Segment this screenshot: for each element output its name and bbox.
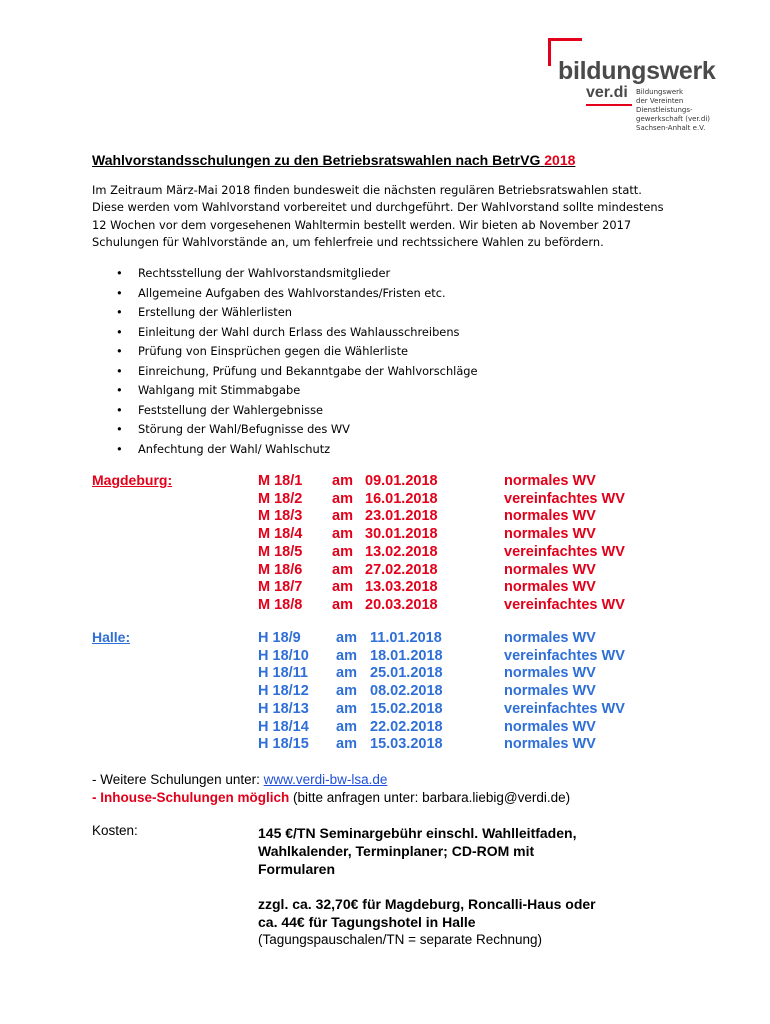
schedule-row: [0, 665, 770, 683]
bullet-icon: •: [116, 422, 123, 436]
logo-wordmark: bildungswerk: [558, 57, 716, 85]
schedule-am: am: [336, 700, 357, 717]
schedule-am: am: [332, 561, 353, 578]
schedule-type: normales WV: [504, 508, 596, 525]
schedule-date: 13.03.2018: [365, 579, 438, 596]
schedule-row: [0, 508, 770, 526]
schedule-type: normales WV: [504, 473, 596, 489]
schedule-type: vereinfachtes WV: [504, 490, 625, 507]
schedule-am: am: [336, 665, 357, 682]
schedule-type: vereinfachtes WV: [504, 596, 625, 613]
schedule-type: vereinfachtes WV: [504, 700, 625, 717]
halle-label: Halle:: [92, 629, 131, 645]
bildungswerk-logo: [548, 38, 718, 138]
schedule-code: H 18/11: [258, 665, 308, 682]
schedule-type: normales WV: [504, 630, 596, 646]
schedule-am: am: [336, 683, 357, 700]
topic-item: [118, 342, 478, 362]
logo-frame-horizontal: [548, 38, 582, 41]
schedule-date: 13.02.2018: [365, 543, 438, 560]
logo-frame-vertical: [548, 38, 551, 66]
costs-line: 145 €/TN Seminargebühr einschl. Wahlleitfaden,: [258, 825, 577, 841]
schedule-am: am: [332, 596, 353, 613]
bullet-icon: •: [116, 383, 123, 397]
schedule-row: [0, 719, 770, 737]
schedule-type: vereinfachtes WV: [504, 647, 625, 664]
further-trainings: [92, 771, 387, 789]
schedule-date: 09.01.2018: [365, 473, 438, 489]
bullet-icon: •: [116, 344, 123, 358]
costs-extra-line: ca. 44€ für Tagungshotel in Halle: [258, 914, 476, 930]
schedule-code: H 18/12: [258, 683, 309, 700]
schedule-code: M 18/8: [258, 596, 303, 613]
topic-text: Anfechtung der Wahl/ Wahlschutz: [138, 441, 331, 456]
bullet-icon: •: [116, 324, 123, 339]
schedule-code: M 18/1: [258, 473, 303, 489]
schedule-type: normales WV: [504, 665, 596, 682]
schedule-date: 20.03.2018: [365, 596, 438, 613]
schedule-date: 22.02.2018: [370, 718, 443, 735]
schedule-type: normales WV: [504, 561, 596, 578]
title-year: 2018: [544, 152, 576, 168]
costs-main: [258, 824, 678, 878]
further-text: - Weitere Schulungen unter:: [92, 772, 264, 787]
schedule-row: [0, 683, 770, 701]
schedule-type: normales WV: [504, 718, 596, 735]
topic-item: [118, 401, 478, 421]
schedule-code: H 18/15: [258, 736, 309, 753]
schedule-row: [0, 579, 770, 597]
costs-label: Kosten:: [92, 823, 138, 838]
costs-note: (Tagungspauschalen/TN = separate Rechnung): [258, 932, 543, 947]
bullet-icon: •: [116, 285, 123, 300]
bullet-icon: •: [116, 266, 123, 280]
schedule-date: 08.02.2018: [370, 683, 443, 700]
schedule-am: am: [336, 736, 357, 753]
topic-text: Wahlgang mit Stimmabgabe: [138, 383, 301, 397]
schedule-row: [0, 526, 770, 544]
schedule-date: 15.02.2018: [370, 700, 443, 717]
logo-underline: [586, 104, 632, 106]
schedule-date: 30.01.2018: [365, 526, 438, 543]
inhouse-contact: (bitte anfragen unter: barbara.liebig@verdi.de): [289, 790, 571, 805]
costs-line: Formularen: [258, 861, 336, 877]
schedule-type: normales WV: [504, 736, 596, 753]
intro-line: Im Zeitraum März-Mai 2018 finden bundesweit die nächsten regulären Betriebsratswahlen statt.: [92, 183, 642, 197]
intro-line: 12 Wochen vor dem vorgesehenen Wahltermin bestellt werden. Wir bieten ab November 2017: [92, 217, 632, 232]
schedule-code: M 18/2: [258, 490, 303, 507]
schedule-row: [0, 736, 770, 754]
topic-text: Erstellung der Wählerlisten: [138, 305, 292, 319]
schedule-code: H 18/13: [258, 700, 309, 717]
schedule-row: [0, 597, 770, 615]
schedule-code: M 18/5: [258, 543, 303, 560]
schedule-am: am: [336, 630, 357, 646]
schedule-am: am: [332, 490, 353, 507]
schedule-code: H 18/9: [258, 630, 301, 646]
intro-line: Diese werden vom Wahlvorstand vorbereitet und durchgeführt. Der Wahlvorstand sollte mindestens: [92, 200, 664, 215]
schedule-date: 18.01.2018: [370, 647, 443, 664]
schedule-row: [0, 648, 770, 666]
bullet-icon: •: [116, 441, 123, 456]
topic-text: Einleitung der Wahl durch Erlass des Wahlausschreibens: [138, 324, 460, 339]
topic-list: [118, 264, 478, 459]
schedule-am: am: [332, 508, 353, 525]
schedule-code: H 18/14: [258, 718, 309, 735]
page-title: [92, 152, 575, 168]
topic-text: Feststellung der Wahlergebnisse: [138, 402, 324, 417]
topic-item: [118, 264, 478, 284]
schedule-date: 16.01.2018: [365, 490, 438, 507]
costs-extra-line: zzgl. ca. 32,70€ für Magdeburg, Roncalli-Haus oder: [258, 896, 596, 912]
schedule-row: [0, 630, 770, 648]
schedule-code: M 18/6: [258, 561, 303, 578]
schedule-row: [0, 473, 770, 491]
topic-text: Einreichung, Prüfung und Bekanntgabe der Wahlvorschläge: [138, 363, 478, 378]
schedule-type: vereinfachtes WV: [504, 543, 625, 560]
inhouse-note: [92, 789, 570, 807]
schedule-type: normales WV: [504, 526, 596, 543]
topic-item: [118, 323, 478, 343]
schedule-row: [0, 562, 770, 580]
topic-item: [118, 303, 478, 323]
intro-paragraph: [92, 182, 692, 251]
topic-text: Störung der Wahl/Befugnisse des WV: [138, 422, 350, 436]
topic-item: [118, 362, 478, 382]
schedule-am: am: [332, 579, 353, 596]
inhouse-bold: - Inhouse-Schulungen möglich: [92, 790, 290, 805]
logo-organisation: Bildungswerk der Vereinten Dienstleistungs- gewerkschaft (ver.di) Sachsen-Anhalt e.V.: [636, 88, 711, 132]
schedule-type: normales WV: [504, 579, 596, 596]
schedule-row: [0, 491, 770, 509]
schedule-date: 11.01.2018: [370, 630, 442, 646]
schedule-row: [0, 544, 770, 562]
schedule-am: am: [332, 543, 353, 560]
schedule-am: am: [332, 473, 353, 489]
topic-item: [118, 440, 478, 460]
magdeburg-label: Magdeburg:: [92, 472, 173, 488]
schedule-code: H 18/10: [258, 647, 309, 664]
schedule-type: normales WV: [504, 683, 596, 700]
schedule-code: M 18/7: [258, 579, 303, 596]
schedule-code: M 18/4: [258, 526, 303, 543]
topic-item: [118, 381, 478, 401]
schedule-date: 25.01.2018: [370, 665, 443, 682]
schedule-am: am: [332, 526, 353, 543]
title-text: Wahlvorstandsschulungen zu den Betriebsratswahlen nach BetrVG: [92, 152, 541, 168]
schedule-date: 23.01.2018: [365, 508, 438, 525]
schedule-am: am: [336, 647, 357, 664]
topic-item: [118, 420, 478, 440]
topic-text: Rechtsstellung der Wahlvorstandsmitglieder: [138, 266, 391, 280]
topic-text: Prüfung von Einsprüchen gegen die Wählerliste: [138, 344, 409, 358]
costs-extra: [258, 895, 678, 931]
logo-verdi: ver.di: [586, 84, 628, 101]
schedule-code: M 18/3: [258, 508, 303, 525]
schedule-date: 15.03.2018: [370, 736, 443, 753]
bullet-icon: •: [116, 402, 123, 417]
verdi-website-link[interactable]: www.verdi-bw-lsa.de: [263, 772, 388, 787]
costs-line: Wahlkalender, Terminplaner; CD-ROM mit: [258, 843, 535, 859]
intro-line: Schulungen für Wahlvorstände an, um fehlerfreie und rechtssichere Wahlen zu befördern.: [92, 234, 604, 249]
bullet-icon: •: [116, 363, 123, 378]
bullet-icon: •: [116, 305, 123, 319]
schedule-row: [0, 701, 770, 719]
schedule-am: am: [336, 718, 357, 735]
schedule-date: 27.02.2018: [365, 561, 438, 578]
topic-text: Allgemeine Aufgaben des Wahlvorstandes/Fristen etc.: [138, 285, 446, 300]
topic-item: [118, 284, 478, 304]
